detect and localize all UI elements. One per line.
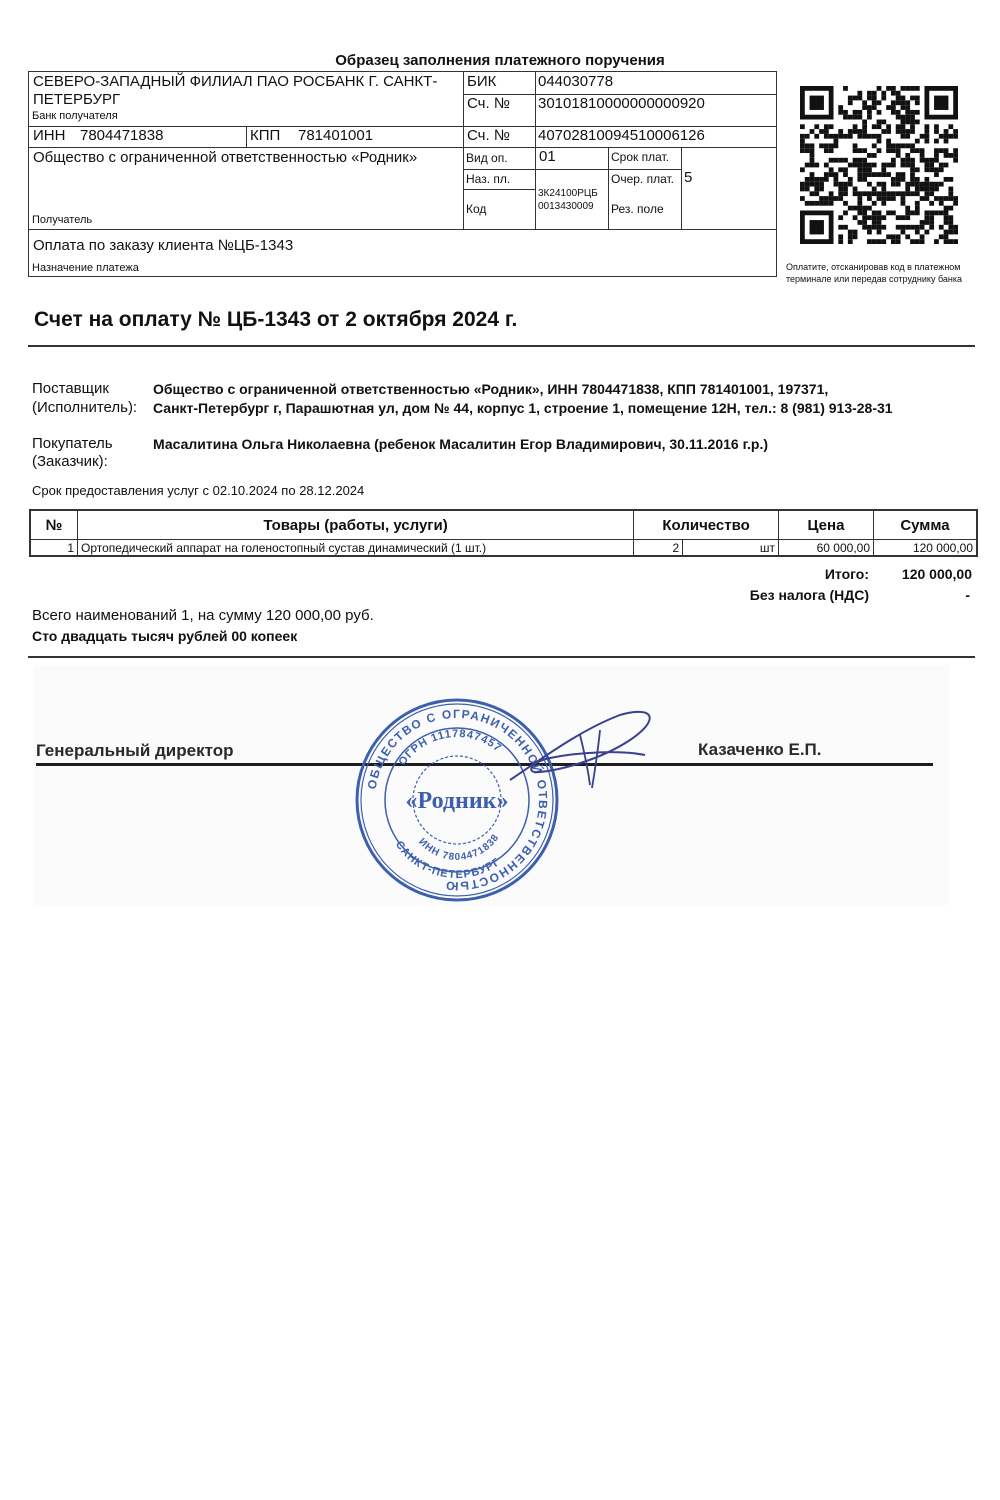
payment-order-header: Образец заполнения платежного поручения xyxy=(335,52,665,69)
svg-text:ИНН 7804471838 xyxy=(416,832,502,863)
srok-plat-label: Срок плат. xyxy=(611,150,670,164)
rez-pole-label: Рез. поле xyxy=(611,202,664,216)
bik-value: 044030778 xyxy=(538,73,614,90)
signer-name: Казаченко Е.П. xyxy=(698,740,822,759)
ocher-plat-label: Очер. плат. xyxy=(611,172,675,186)
supplier-line-1: Общество с ограниченной ответственностью «Родник», ИНН 7804471838, КПП 781401001, 197371, xyxy=(153,381,829,397)
row-name: Ортопедический аппарат на голеностопный сустав динамический (1 шт.) xyxy=(78,540,634,557)
items-table-header xyxy=(30,510,977,540)
table-row xyxy=(30,540,977,557)
corr-account-label: Сч. № xyxy=(467,95,510,112)
buyer-label-2: (Заказчик): xyxy=(32,453,108,470)
handwritten-signature xyxy=(470,700,670,800)
vid-op-value: 01 xyxy=(539,148,556,165)
supplier-line-2: Санкт-Петербург г, Парашютная ул, дом № 44, корпус 1, строение 1, помещение 12Н, тел.: 8 (981) 913-28-31 xyxy=(153,400,893,416)
account-value: 40702810094510006126 xyxy=(538,127,705,144)
stamp-ogrn-text: ОГРН 1117847457 xyxy=(396,727,504,768)
kod-value-1: 3К24100РЦБ xyxy=(538,188,598,199)
bik-label: БИК xyxy=(467,73,497,90)
stamp-city-text: САНКТ-ПЕТЕРБУРГ xyxy=(392,838,503,882)
naz-pl-label: Наз. пл. xyxy=(466,172,511,186)
total-summary: Всего наименований 1, на сумму 120 000,00 руб. xyxy=(32,607,374,624)
supplier-label-1: Поставщик xyxy=(32,380,109,397)
total-in-words: Сто двадцать тысяч рублей 00 копеек xyxy=(32,628,298,644)
inn-label: ИНН xyxy=(33,127,66,144)
recipient-name: Общество с ограниченной ответственностью «Родник» xyxy=(33,149,418,166)
stamp-center-text: «Родник» xyxy=(405,788,509,814)
corr-account-value: 30101810000000000920 xyxy=(538,95,705,112)
vat-label: Без налога (НДС) xyxy=(749,587,869,603)
payment-purpose: Оплата по заказу клиента №ЦБ-1343 xyxy=(33,237,294,254)
kpp-value: 781401001 xyxy=(298,127,374,144)
totals-divider xyxy=(28,656,975,658)
vid-op-label: Вид оп. xyxy=(466,151,508,165)
items-table xyxy=(29,509,978,557)
kod-label: Код xyxy=(466,202,487,216)
account-label: Сч. № xyxy=(467,127,510,144)
invoice-title: Счет на оплату № ЦБ-1343 от 2 октября 2024 г. xyxy=(34,308,518,331)
total-value: 120 000,00 xyxy=(901,566,972,582)
row-price: 60 000,00 xyxy=(779,540,874,557)
buyer-label-1: Покупатель xyxy=(32,435,113,452)
ocher-plat-value: 5 xyxy=(684,169,693,186)
vat-value: - xyxy=(965,587,970,603)
inn-value: 7804471838 xyxy=(80,127,164,144)
stamp-outer-text: ОБЩЕСТВО С ОГРАНИЧЕННОЙ ОТВЕТСТВЕННОСТЬЮ xyxy=(364,706,551,894)
col-price: Цена xyxy=(779,510,874,540)
supplier-label-2: (Исполнитель): xyxy=(32,399,138,416)
bank-label: Банк получателя xyxy=(32,110,118,122)
title-divider xyxy=(28,345,975,347)
service-period: Срок предоставления услуг с 02.10.2024 по 28.12.2024 xyxy=(32,483,365,498)
signer-position: Генеральный директор xyxy=(36,741,234,760)
qr-code-icon xyxy=(800,86,958,244)
row-unit: шт xyxy=(683,540,779,557)
payment-purpose-label: Назначение платежа xyxy=(32,262,139,274)
recipient-label: Получатель xyxy=(32,214,93,226)
stamp-inn-text: ИНН 7804471838 xyxy=(416,832,502,864)
kod-value-2: 0013430009 xyxy=(538,201,594,212)
col-name: Товары (работы, услуги) xyxy=(78,510,634,540)
qr-caption-2: терминале или передав сотруднику банка xyxy=(786,274,963,284)
row-qty: 2 xyxy=(634,540,683,557)
bank-name: СЕВЕРО-ЗАПАДНЫЙ ФИЛИАЛ ПАО РОСБАНК Г. САНКТ-ПЕТЕРБУРГ xyxy=(33,73,438,108)
qr-caption-1: Оплатите, отсканировав код в платежном xyxy=(786,262,961,272)
row-num: 1 xyxy=(30,540,78,557)
col-num: № xyxy=(30,510,78,540)
total-label: Итого: xyxy=(824,566,869,582)
row-sum: 120 000,00 xyxy=(874,540,978,557)
col-qty: Количество xyxy=(634,510,779,540)
kpp-label: КПП xyxy=(250,127,281,144)
col-sum: Сумма xyxy=(874,510,978,540)
buyer-value: Масалитина Ольга Николаевна (ребенок Масалитин Егор Владимирович, 30.11.2016 г.р.) xyxy=(153,436,768,452)
